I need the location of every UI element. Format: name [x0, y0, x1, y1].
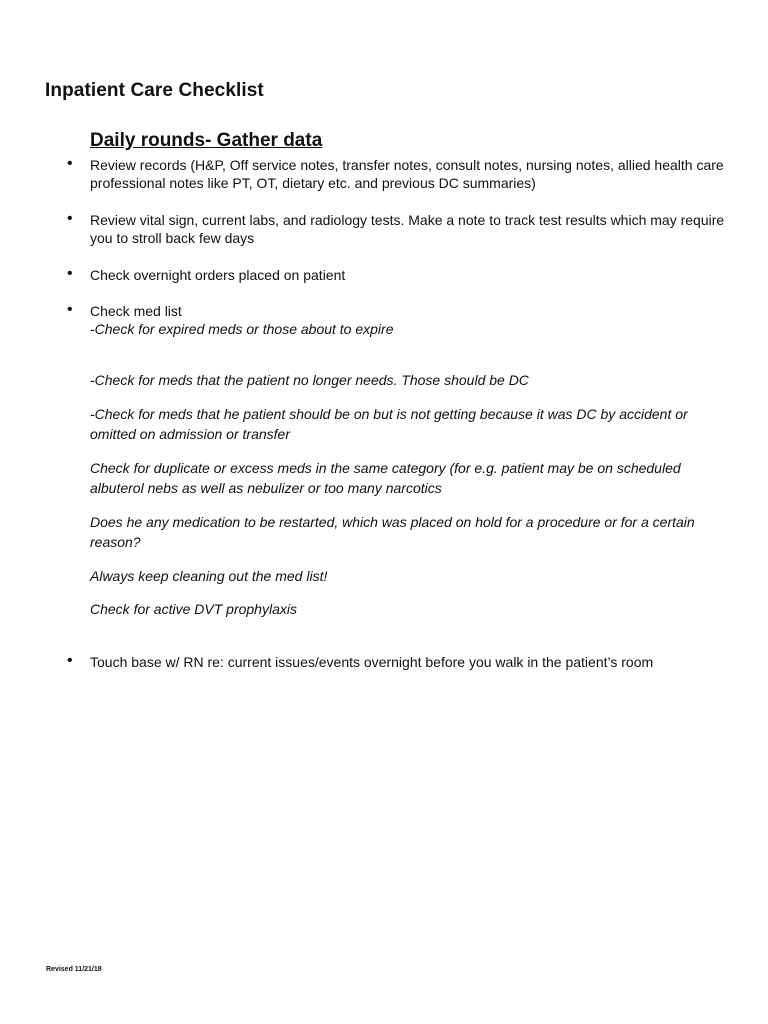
list-item: Review vital sign, current labs, and radiology tests. Make a note to track test results which may require you to stroll back few days: [90, 212, 725, 246]
list-item: Touch base w/ RN re: current issues/events overnight before you walk in the patient’s room: [90, 654, 654, 670]
bullet-icon: •: [67, 210, 73, 227]
bullet-icon: •: [67, 155, 73, 172]
list-item: Check overnight orders placed on patient: [90, 267, 346, 283]
document-title: Inpatient Care Checklist: [45, 80, 264, 101]
section-heading: Daily rounds- Gather data: [90, 130, 323, 151]
bullet-icon: •: [67, 652, 73, 669]
med-list-subitem: Always keep cleaning out the med list!: [90, 568, 328, 584]
bullet-icon: •: [67, 301, 73, 318]
list-item: Check med list: [90, 303, 182, 319]
revision-footer: Revised 11/21/18: [46, 966, 102, 973]
med-list-subitem: -Check for meds that the patient no longer needs. Those should be DC: [90, 372, 529, 388]
med-list-subitem: Check for active DVT prophylaxis: [90, 601, 297, 617]
med-list-subitem: Check for duplicate or excess meds in the same category (for e.g. patient may be on scheduled albuterol nebs as well as nebulizer or too many narcotics: [90, 460, 681, 496]
med-list-subitem: Does he any medication to be restarted, which was placed on hold for a procedure or for a certain reason?: [90, 514, 695, 550]
bullet-icon: •: [67, 265, 73, 282]
med-list-subitem: -Check for expired meds or those about to expire: [90, 321, 394, 337]
list-item: Review records (H&P, Off service notes, transfer notes, consult notes, nursing notes, allied health care professional notes like PT, OT, dietary etc. and previous DC summaries): [90, 157, 724, 191]
med-list-subitem: -Check for meds that he patient should be on but is not getting because it was DC by accident or omitted on admission or transfer: [90, 406, 688, 442]
